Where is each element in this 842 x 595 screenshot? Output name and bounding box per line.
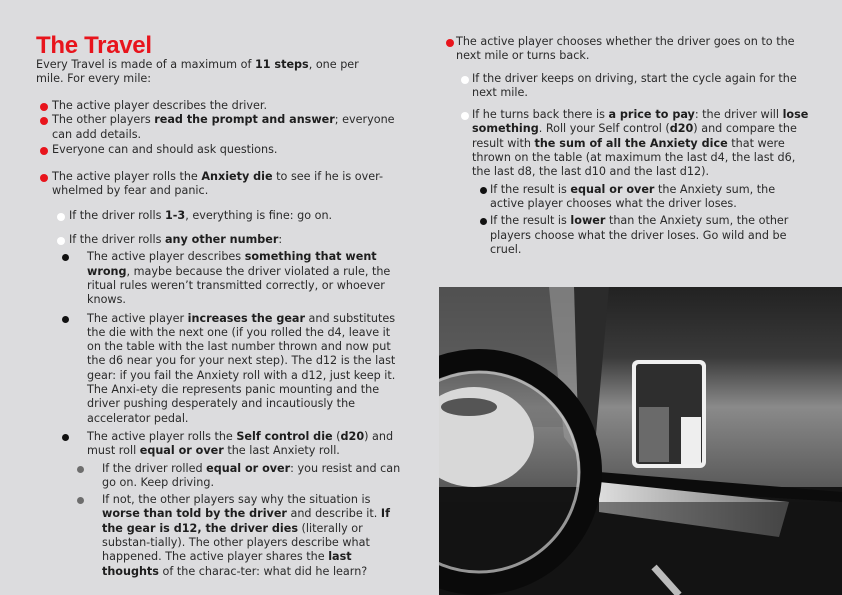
black-bullet-icon — [62, 316, 69, 323]
list-item-text — [52, 99, 406, 113]
text-segment: ) and must roll — [87, 429, 394, 458]
list-item-text — [52, 170, 406, 199]
list-item-text — [87, 250, 406, 307]
emphasis-text: d20 — [340, 429, 365, 443]
list-item — [36, 233, 406, 247]
list-item — [36, 99, 406, 113]
text-segment: ) and compare the result with — [472, 122, 797, 150]
text-segment: The active player — [87, 311, 188, 325]
text-segment: If the driver rolls — [69, 208, 165, 222]
list-item-text — [472, 108, 812, 179]
text-segment: (literally or substan-tially). The other players describe what happened. The active player shares the — [102, 521, 370, 564]
list-item-text — [490, 183, 812, 212]
red-bullet-icon — [40, 103, 48, 111]
emphasis-text: lower — [570, 214, 606, 228]
text-segment: ; everyone can add details. — [52, 113, 395, 141]
text-segment: and describe it. — [286, 507, 381, 521]
list-item-text — [102, 493, 406, 579]
emphasis-text: a price to pay — [608, 108, 695, 122]
text-segment: If not, the other players say why the situation is — [102, 493, 371, 507]
text-segment: the last Anxiety roll. — [223, 444, 340, 458]
list-item — [36, 493, 406, 579]
text-segment: If the result is — [490, 214, 571, 228]
list-item — [36, 170, 406, 199]
emphasis-text: 1-3 — [164, 208, 186, 222]
list-item — [446, 35, 812, 64]
text-segment: that were thrown on the table (at maximum the last d4, the last d6, the last d8, the last d10 and the last d12). — [472, 136, 796, 179]
list-item — [446, 214, 812, 257]
emphasis-text: 11 steps — [254, 58, 309, 71]
text-segment: If the driver rolls — [69, 233, 165, 247]
white-bullet-icon — [461, 112, 469, 120]
text-segment: , maybe because the driver violated a rule, the ritual rules weren’t transmitted correctly, or whoever knows. — [87, 264, 391, 307]
text-segment: than the Anxiety sum, the other players choose what the driver loses. Go wild and be cruel. — [490, 214, 789, 256]
list-item-text — [69, 209, 406, 223]
list-item — [36, 462, 406, 491]
emphasis-text: Anxiety die — [201, 170, 273, 184]
list-item — [36, 143, 406, 157]
text-segment: If the result is — [490, 182, 571, 196]
emphasis-text: something that went wrong — [87, 250, 377, 278]
text-segment: the Anxiety sum, the active player chooses what the driver loses. — [490, 182, 776, 210]
emphasis-text: any other number — [164, 233, 279, 247]
red-bullet-icon — [40, 117, 48, 125]
text-segment: The other players — [52, 113, 155, 127]
car-interior-photo — [439, 287, 842, 595]
list-item-text — [52, 113, 406, 142]
text-segment: and substitutes the die with the next one (if you rolled the d4, leave it on the table with the last number thrown and now put the d6 near you for your next step). The d12 is the last gear: if you fail the Anxiety roll with a d12, just keep it. The Anxi-ety die represents panic mounting and the driver pushing desperately and incautiously the accelerator pedal. — [87, 311, 396, 425]
gray-bullet-icon — [77, 497, 84, 504]
gray-bullet-icon — [77, 466, 84, 473]
white-bullet-icon — [57, 237, 65, 245]
black-bullet-icon — [62, 434, 69, 441]
text-segment: Everyone can and should ask questions. — [52, 142, 278, 156]
page-title: The Travel — [36, 32, 152, 59]
text-segment: : — [278, 233, 283, 247]
text-segment: : the driver will — [694, 108, 783, 122]
text-segment: The active player chooses whether the driver goes on to the next mile or turns back. — [456, 35, 795, 63]
text-segment: ( — [332, 429, 341, 443]
text-segment: If he turns back there is — [472, 108, 609, 122]
red-bullet-icon — [40, 147, 48, 155]
emphasis-text: equal or over — [570, 182, 655, 196]
text-segment: to see if he is over-whelmed by fear and panic. — [52, 170, 383, 198]
list-item-text — [87, 312, 406, 426]
list-item-text — [102, 462, 406, 491]
text-segment: The active player rolls the — [87, 429, 237, 443]
black-bullet-icon — [480, 187, 487, 194]
emphasis-text: lose something — [472, 108, 809, 136]
right-rule-list — [446, 35, 812, 257]
emphasis-text: equal or over — [139, 444, 224, 458]
list-item — [36, 113, 406, 142]
list-item — [36, 250, 406, 307]
emphasis-text: If the gear is d12, the driver dies — [102, 507, 390, 535]
text-segment: The active player rolls the — [52, 170, 202, 184]
text-segment: : you resist and can go on. Keep driving. — [102, 461, 401, 489]
list-item — [446, 183, 812, 212]
list-item — [446, 72, 812, 101]
list-item — [446, 108, 812, 179]
emphasis-text: worse than told by the driver — [102, 507, 287, 521]
emphasis-text: increases the gear — [187, 311, 305, 325]
red-bullet-icon — [40, 174, 48, 182]
list-item-text — [472, 72, 812, 101]
emphasis-text: Self control die — [236, 429, 333, 443]
emphasis-text: last thoughts — [102, 550, 352, 578]
black-bullet-icon — [62, 254, 69, 261]
text-segment: , everything is fine: go on. — [185, 208, 333, 222]
list-item — [36, 430, 406, 459]
white-bullet-icon — [461, 76, 469, 84]
intro-paragraph — [36, 58, 386, 87]
emphasis-text: read the prompt and answer — [154, 113, 335, 127]
text-segment: Every Travel is made of a maximum of — [36, 58, 255, 71]
emphasis-text: equal or over — [206, 461, 291, 475]
white-bullet-icon — [57, 213, 65, 221]
emphasis-text: d20 — [669, 122, 694, 136]
list-item-text — [87, 430, 406, 459]
list-item-text — [456, 35, 812, 64]
text-segment: . Roll your Self control ( — [538, 122, 670, 136]
emphasis-text: the sum of all the Anxiety dice — [534, 136, 728, 150]
list-item-text — [52, 143, 406, 157]
text-segment: If the driver rolled — [102, 461, 207, 475]
text-segment: The active player describes — [87, 250, 245, 264]
text-segment: , one per mile. For every mile: — [36, 58, 359, 86]
list-item — [36, 209, 406, 223]
text-segment: of the charac-ter: what did he learn? — [158, 564, 368, 578]
text-segment: The active player describes the driver. — [52, 99, 268, 112]
list-item-text — [490, 214, 812, 257]
list-item — [36, 312, 406, 426]
text-segment: If the driver keeps on driving, start the cycle again for the next mile. — [472, 71, 797, 99]
list-item-text — [69, 233, 406, 247]
red-bullet-icon — [446, 39, 454, 47]
black-bullet-icon — [480, 218, 487, 225]
left-rule-list — [36, 99, 406, 579]
